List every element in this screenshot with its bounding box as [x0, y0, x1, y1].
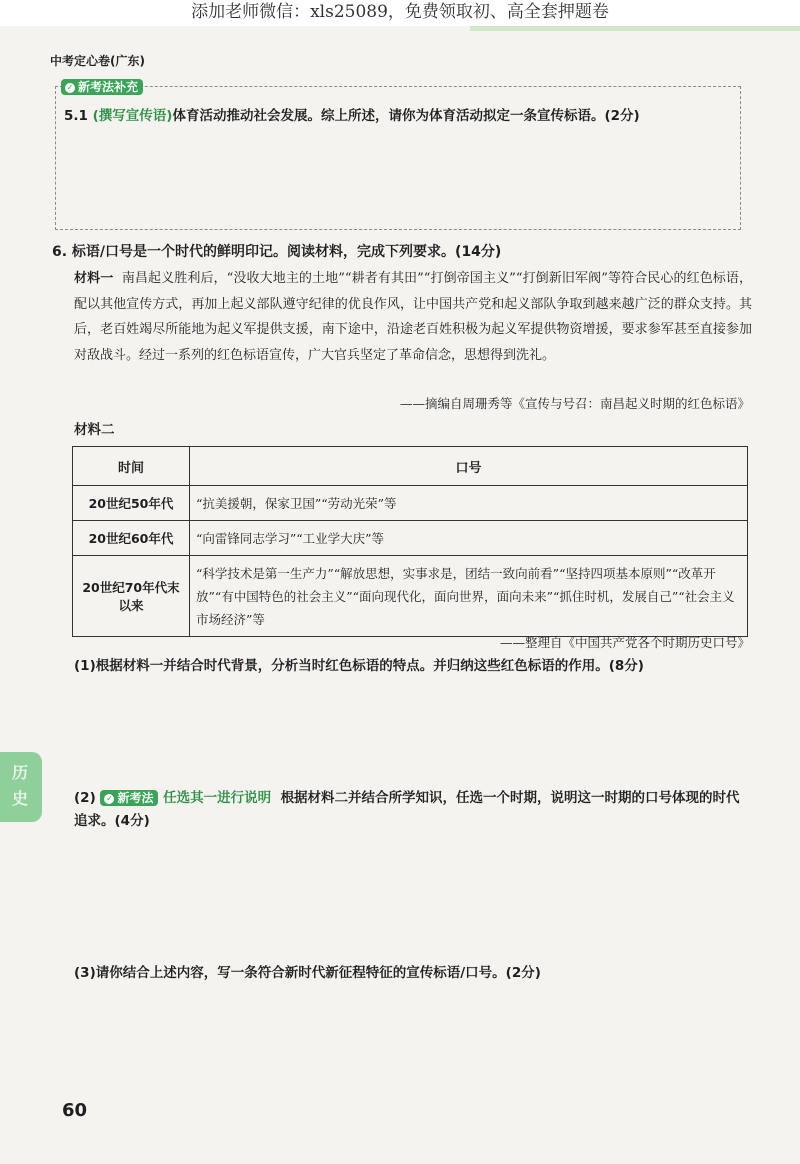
new-method-tag-label: 新考法补充 — [78, 80, 139, 94]
table-cell-period: 20世纪50年代 — [73, 486, 190, 521]
table-row — [73, 556, 748, 637]
question-5-1 — [64, 105, 732, 127]
table-cell-period: 20世纪70年代末以来 — [73, 556, 190, 637]
sub-question-2-type: 任选其一进行说明 — [163, 790, 272, 806]
new-method-tag — [61, 79, 143, 95]
table-header-slogan: 口号 — [190, 447, 748, 486]
table-cell-slogans: “向雷锋同志学习”“工业学大庆”等 — [190, 521, 748, 556]
question-5-1-text: 体育活动推动社会发展。综上所述，请你为体育活动拟定一条宣传标语。(2分) — [172, 108, 640, 124]
page-number: 60 — [62, 1100, 88, 1121]
table-header-row — [73, 447, 748, 486]
material-1-text: 南昌起义胜利后，“没收大地主的土地”“耕者有其田”“打倒帝国主义”“打倒新旧军阀”等符合民心的红色标语，配以其他宣传方式，再加上起义部队遵守纪律的优良作风，让中国共产党和起义部队争取到越来越广泛的群众支持。其后，老百姓竭尽所能地为起义军提供支援，南下途中，沿途老百姓积极为起义军提供物资增援，要求参军甚至直接参加对敌战斗。经过一系列的红色标语宣传，广大官兵坚定了革命信念，思想得到洗礼。 — [74, 271, 753, 363]
subject-side-tab-label: 历史 — [11, 763, 28, 808]
sub-question-2 — [74, 787, 750, 833]
material-1-source: ——摘编自周珊秀等《宣传与号召：南昌起义时期的红色标语》 — [399, 396, 750, 411]
slogan-table — [72, 446, 748, 637]
table-row — [73, 486, 748, 521]
question-5-1-type: (撰写宣传语) — [92, 108, 173, 124]
new-method-tag-label: 新考法 — [117, 791, 154, 805]
question-5-answer-box — [55, 80, 741, 230]
table-row — [73, 521, 748, 556]
table-header-period: 时间 — [73, 447, 190, 486]
watermark-banner: 添加老师微信：xls25089，免费领取初、高全套押题卷 — [0, 0, 800, 26]
subject-side-tab — [0, 752, 42, 822]
sub-question-2-number: (2) — [74, 790, 96, 806]
question-5-1-number: 5.1 — [64, 108, 88, 124]
material-2-label: 材料二 — [74, 422, 115, 438]
sub-question-1: (1)根据材料一并结合时代背景，分析当时红色标语的特点。并归纳这些红色标语的作用。(8分) — [74, 658, 644, 674]
new-method-tag — [100, 790, 158, 806]
book-header: 中考定心卷(广东) — [50, 54, 145, 68]
header-decoration — [470, 26, 800, 31]
material-2-source: ——整理自《中国共产党各个时期历史口号》 — [499, 635, 750, 650]
question-6-stem: 6. 标语/口号是一个时代的鲜明印记。阅读材料，完成下列要求。(14分) — [52, 244, 502, 260]
material-1-label: 材料一 — [74, 271, 114, 286]
lightbulb-icon: ✓ — [106, 794, 113, 803]
sub-question-2-text: 根据材料二并结合所学知识，任选一个时期，说明这一时期的口号体现的时代追求。(4分) — [74, 790, 740, 829]
table-cell-slogans: “科学技术是第一生产力”“解放思想，实事求是，团结一致向前看”“坚持四项基本原则”“改革开放”“有中国特色的社会主义”“面向现代化，面向世界，面向未来”“抓住时机，发展自己”“社会主义市场经济”等 — [190, 556, 748, 637]
material-1 — [74, 266, 752, 368]
table-cell-period: 20世纪60年代 — [73, 521, 190, 556]
lightbulb-icon: ✓ — [66, 83, 74, 92]
table-cell-slogans: “抗美援朝，保家卫国”“劳动光荣”等 — [190, 486, 748, 521]
sub-question-3: (3)请你结合上述内容，写一条符合新时代新征程特征的宣传标语/口号。(2分) — [74, 965, 541, 981]
